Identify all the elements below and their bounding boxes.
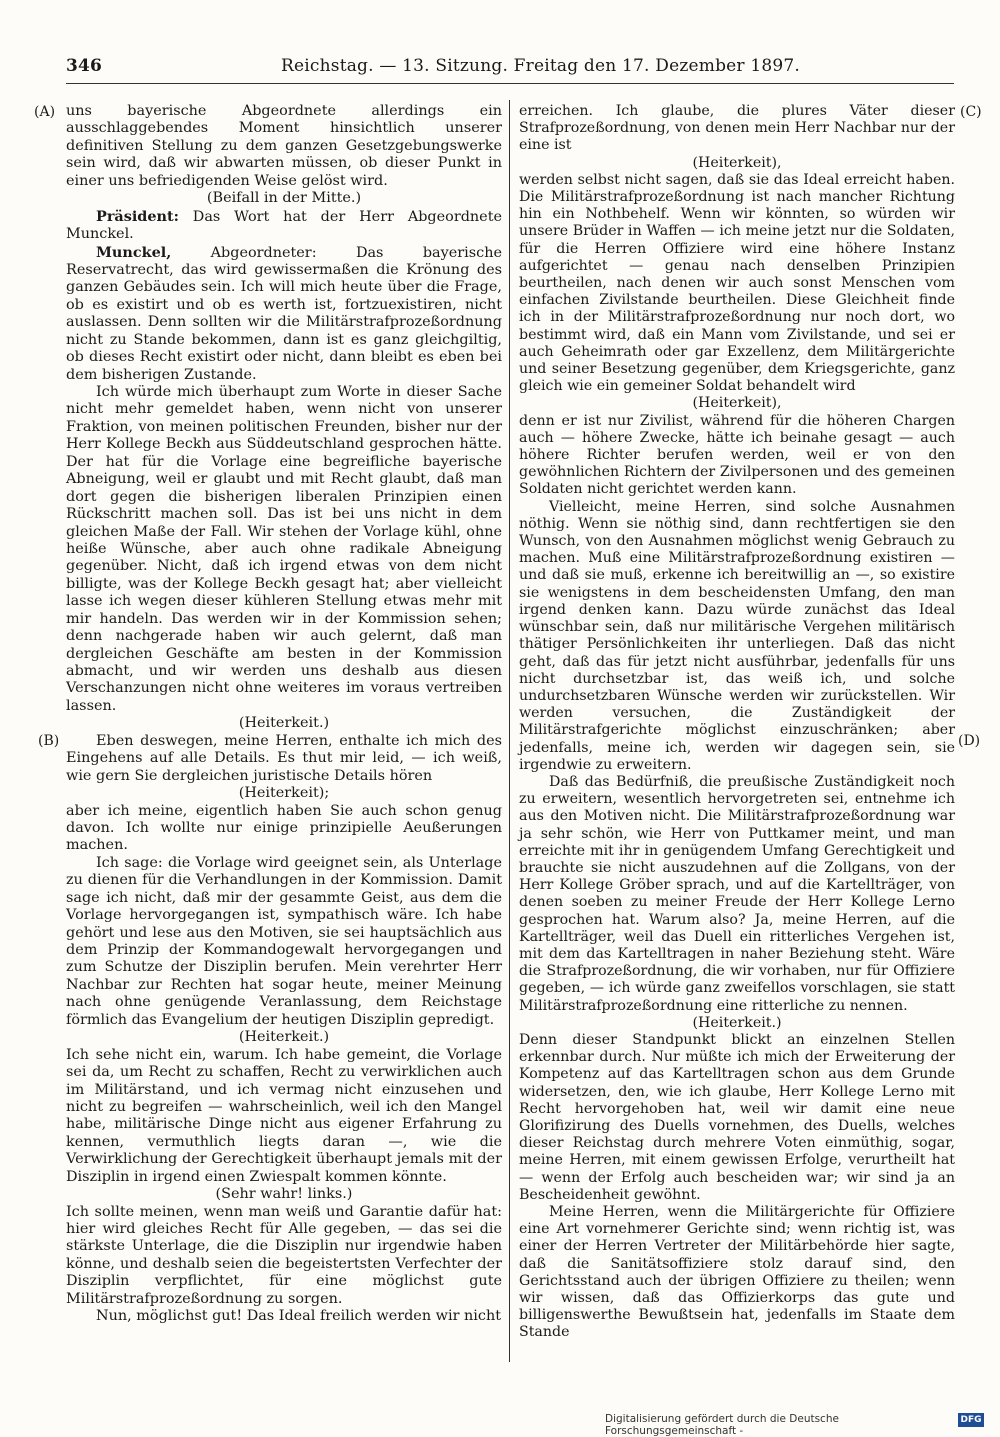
left-column xyxy=(66,103,502,1326)
paragraph: Nun, möglichst gut! Das Ideal freilich werden wir nicht xyxy=(96,1308,502,1325)
footer-credit: Digitalisierung gefördert durch die Deutsche Forschungsgemeinschaft - xyxy=(605,1413,839,1437)
interjection: (Heiterkeit), xyxy=(692,154,782,171)
paragraph: denn er ist nur Zivilist, während für die höheren Chargen auch — höhere Zwecke, hätte ich beinahe gesagt — auch höhere Richter berufen werden, weil er von den gewöhnlichen Richtern der Zivilpersonen und des gemeinen Soldaten nicht gerichtet werden kann. xyxy=(519,412,955,498)
interjection: (Heiterkeit), xyxy=(692,395,782,412)
page-header xyxy=(66,56,954,78)
margin-marker-d: (D) xyxy=(958,733,981,749)
interjection: (Sehr wahr! links.) xyxy=(215,1186,353,1203)
paragraph: Daß das Bedürfniß, die preußische Zuständigkeit noch zu erweitern, wesentlich hervorgetreten sei, entnehme ich aus den Motiven nicht. Die Militärstrafprozeßordnung war ja sehr schön, wie Herr von Puttkamer meint, und man erreichte mit ihr in genügendem Umfang Gerechtigkeit und brauchte sie nicht auszudehnen auf die Zollgans, von der Herr Kollege Gröber sprach, und auf die Kartellträger, von denen soeben zu meiner Freude der Herr Kollege Lerno gesprochen hat. Warum also? Ja, meine Herren, auf die Kartellträger, weil das Duell ein ritterliches Vergehen ist, mit dem das Kartelltragen in naher Beziehung steht. Wäre die Strafprozeßordnung, die wir vorhaben, nur für Offiziere gegeben, — ich würde ganz zweifellos vorschlagen, sie statt Militärstrafprozeßordnung eine ritterliche zu nennen. xyxy=(519,773,955,1014)
paragraph: aber ich meine, eigentlich haben Sie auch schon genug davon. Ich wollte nur einige prinzipielle Aeußerungen machen. xyxy=(66,802,502,854)
footer xyxy=(605,1413,982,1437)
paragraph: Meine Herren, wenn die Militärgerichte für Offiziere eine Art vornehmerer Gerichte sind; wenn richtig ist, was einer der Herren Vertreter der Militärbehörde hier sagte, daß die Sanitätsoffiziere stolz darauf sind, den Gerichtsstand auch der übrigen Offiziere zu theilen; wenn wir wissen, daß das Offizierkorps das gute und billigenswerthe Bewußtsein hat, jedenfalls im Staate dem Stande xyxy=(519,1204,955,1341)
paragraph: Ich sehe nicht ein, warum. Ich habe gemeint, die Vorlage sei da, um Recht zu schaffen, Recht zu verwirklichen auch im Militärstand, und ich vermag nicht einzusehen und nicht zu begreifen — wahrscheinlich, weil ich den Mangel habe, militärische Dinge nicht aus eigener Erfahrung zu kennen, vermuthlich liegts daran —, wie die Verwirklichung der Gerechtigkeit überhaupt jemals mit der Disziplin in irgend einen Zwiespalt kommen könnte. xyxy=(66,1046,502,1185)
dfg-logo: DFG xyxy=(958,1413,984,1427)
speech-paragraph xyxy=(66,208,502,244)
speech-paragraph xyxy=(66,244,502,385)
interjection: (Heiterkeit.) xyxy=(692,1014,782,1031)
header-rule xyxy=(66,83,954,84)
speech-text: Abgeordneter: Das bayerische Reservatrecht, das wird gewissermaßen die Krönung des ganzen Gebäudes sein. Ich will mich heute über die Frage, ob es existirt und ob es werth ist, fortzuexistiren, nicht auslassen. Denn sollten wir die Militärstrafprozeßordnung nicht zu Stande bekommen, dann ist es ganz gleichgiltig, ob dieses Recht existirt oder nicht, dann bleibt es eben bei dem bisherigen Zustande. xyxy=(66,244,502,383)
right-column xyxy=(519,103,955,1342)
page-number: 346 xyxy=(66,56,103,76)
paragraph: Eben deswegen, meine Herren, enthalte ich mich des Eingehens auf alle Details. Es thut mir leid, — ich weiß, wie gern Sie dergleichen juristische Details hören xyxy=(66,732,502,784)
paragraph: werden selbst nicht sagen, daß sie das Ideal erreicht haben. Die Militärstrafprozeßordnung ist nach mancher Richtung hin ein Nothbehelf. Wenn wir könnten, so würden wir unsere Brüder in Waffen — ich meine jetzt nur die Soldaten, für die Herren Offiziere wird eine höhere Instanz aufgerichtet — genau nach denselben Prinzipien beurtheilen, nach denen wir auch sonst Menschen vom einfachen Zivilstande beurtheilen. Diese Gleichheit finde ich in der Militärstrafprozeßordnung nur noch dort, wo bestimmt wird, daß ein Mann vom Zivilstande, und sei er auch Geheimrath oder gar Exzellenz, dem Militärgerichte und seiner Besetzung gegenüber, dem Kriegsgerichte, ganz gleich wie ein gemeiner Soldat behandelt wird xyxy=(519,171,955,395)
paragraph: Ich sage: die Vorlage wird geeignet sein, als Unterlage zu dienen für die Verhandlungen in der Kommission. Damit sage ich nicht, daß mir der gesammte Geist, aus dem die Vorlage hervorgegangen ist, sympathisch wäre. Ich habe gehört und lese aus den Motiven, sie sei hauptsächlich aus dem Prinzip der Kommandogewalt hervorgegangen und zum Schutze der Disziplin berufen. Mein verehrter Herr Nachbar zur Rechten hat sogar heute, meiner Meinung nach ohne genügende Veranlassung, dem Reichstage förmlich das Evangelium der heutigen Disziplin gepredigt. xyxy=(66,854,502,1028)
margin-marker-c: (C) xyxy=(960,104,982,120)
speech-text: Das Wort hat der Herr Abgeordnete Munckel. xyxy=(66,208,502,243)
paragraph: Denn dieser Standpunkt blickt an einzelnen Stellen erkennbar durch. Nur müßte ich mich der Erweiterung der Kompetenz auf das Kartelltragen schon aus dem Grunde widersetzen, den, wie ich glaube, Herr Kollege Lerno mit Recht hervorgehoben hat, weil wir damit eine neue Glorifizirung des Duells vornehmen, des Duells, welches dieser Reichstag durch mehrere Voten einmüthig, sogar, meine Herren, mit einem gewissen Erfolge, verurtheilt hat — wenn der Erfolg auch bescheiden war; wir sind ja an Bescheidenheit gewöhnt. xyxy=(519,1031,955,1203)
page-title: Reichstag. — 13. Sitzung. Freitag den 17. Dezember 1897. xyxy=(281,56,801,76)
speaker-name: Präsident: xyxy=(96,207,179,225)
paragraph: Vielleicht, meine Herren, sind solche Ausnahmen nöthig. Wenn sie nöthig sind, dann rechtfertigen sie den Wunsch, von den Ausnahmen möglichst wenig Gebrauch zu machen. Muß eine Militärstrafprozeßordnung existiren — und daß sie muß, erkenne ich bereitwillig an —, so existire sie wenigstens in dem bescheidensten Umfang, den man irgend denken kann. Dazu würde zunächst das Ideal wünschbar sein, daß nur militärische Vergehen militärisch thätiger Persönlichkeiten ihr unterliegen. Daß das nicht geht, daß das für jetzt nicht ausführbar, jedenfalls für uns nicht durchsetzbar ist, das weiß ich, und solche undurchsetzbaren Wünsche werden wir zurückstellen. Wir werden versuchen, die Zuständigkeit der Militärstrafgerichte möglichst einzuschränken; aber jedenfalls, meine ich, werden wir dagegen sein, sie irgendwie zu erweitern. xyxy=(519,498,955,773)
interjection: (Heiterkeit.) xyxy=(238,715,330,732)
interjection: (Heiterkeit); xyxy=(238,785,330,802)
speaker-name: Munckel, xyxy=(96,243,172,261)
column-divider xyxy=(509,100,510,1362)
interjection: (Beifall in der Mitte.) xyxy=(206,190,362,207)
paragraph: Ich sollte meinen, wenn man weiß und Garantie dafür hat: hier wird gleiches Recht für Alle gegeben, — das sei die stärkste Unterlage, die die Disziplin nur irgendwie haben könne, und deshalb seien die begeistertsten Verfechter der Disziplin verpflichtet, für eine möglichst gute Militärstrafprozeßordnung zu sorgen. xyxy=(66,1203,502,1307)
interjection: (Heiterkeit.) xyxy=(238,1029,330,1046)
margin-marker-b: (B) xyxy=(38,733,60,749)
margin-marker-a: (A) xyxy=(34,104,56,120)
paragraph: Ich würde mich überhaupt zum Worte in dieser Sache nicht mehr gemeldet haben, wenn nicht von unserer Fraktion, von meinen politischen Freunden, bisher nur der Herr Kollege Beckh aus Süddeutschland gesprochen hätte. Der hat für die Vorlage eine begreifliche bayerische Abneigung, weil er glaubt und mit Recht glaubt, daß man dort gegen die bisherigen liberalen Prinzipien einen Rückschritt machen soll. Das ist bei uns nicht in dem gleichen Maße der Fall. Wir stehen der Vorlage kühl, ohne heiße Wünsche, aber auch ohne radikale Abneigung gegenüber. Nicht, daß ich irgend etwas von dem nicht billigte, was der Kollege Beckh gesagt hat; aber vielleicht lasse ich wegen dieser kühleren Stellung etwas mehr mit mir handeln. Das werden wir in der Kommission sehen; denn nachgerade haben wir auch gelernt, daß man dergleichen Geschäfte am besten in der Kommission abmacht, und wir werden uns deshalb aus diesen Verschanzungen nicht ohne weiteres im voraus vertreiben lassen. xyxy=(66,384,502,714)
paragraph: erreichen. Ich glaube, die plures Väter dieser Strafprozeßordnung, von denen mein Herr Nachbar nur der eine ist xyxy=(519,103,955,154)
paragraph: uns bayerische Abgeordnete allerdings ein ausschlaggebendes Moment hinsichtlich unserer definitiven Stellung zu dem ganzen Gesetzgebungswerke sein wird, daß wir abwarten müssen, ob dieser Punkt in einer uns befriedigenden Weise gelöst wird. xyxy=(66,103,502,189)
